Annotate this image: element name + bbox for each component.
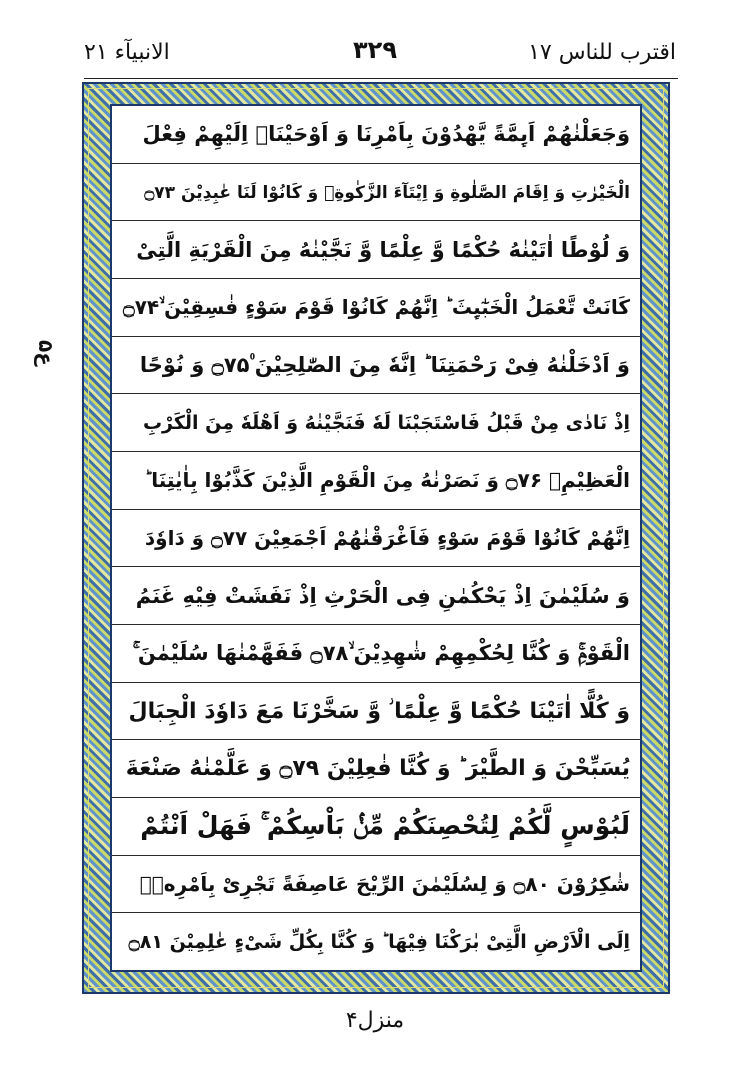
decorative-border: [82, 82, 670, 994]
page-number: ۳۲۹: [353, 36, 397, 64]
verse-line-15: اِلَى الْاَرْضِ الَّتِیْ بٰرَكْنَا فِيْهَا ؕ وَ كُنَّا بِكُلِّ شَیْءٍ عٰلِمِيْنَ ۝۸۱: [128, 930, 630, 953]
header-rule: [84, 78, 678, 79]
verse-line-8: اِنَّهُمْ كَانُوْا قَوْمَ سَوْءٍ فَاَغْرَقْنٰهُمْ اَجْمَعِيْنَ ۝۷۷ وَ دَاوٗدَ: [112, 510, 640, 568]
verse-line-5: وَ اَدْخَلْنٰهُ فِیْ رَحْمَتِنَا ؕ اِنَّهٗ مِنَ الصّٰلِحِيْنَ ۠۝۷۵ وَ نُوْحًا: [112, 337, 640, 395]
verse-line-7: الْعَظِيْمِۚ ۝۷۶ وَ نَصَرْنٰهُ مِنَ الْقَوْمِ الَّذِيْنَ كَذَّبُوْا بِاٰيٰتِنَا ؕ: [112, 452, 640, 510]
verse-line-13: لَبُوْسٍ لَّكُمْ لِتُحْصِنَكُمْ مِّنْۢ بَاْسِكُمْ ۚ فَهَلْ اَنْتُمْ: [112, 798, 640, 856]
verse-line-9: وَ سُلَيْمٰنَ اِذْ يَحْكُمٰنِ فِی الْحَرْثِ اِذْ نَفَشَتْ فِيْهِ غَنَمُ: [112, 567, 640, 625]
ruku-marker: ع۵: [34, 340, 58, 366]
surah-name: الانبیآء ۲۱: [84, 40, 170, 65]
verse-line-14: شٰكِرُوْنَ ۝۸۰ وَ لِسُلَيْمٰنَ الرِّيْحَ عَاصِفَةً تَجْرِیْ بِاَمْرِهٖۤ: [112, 856, 640, 914]
verse-line-4: كَانَتْ تَّعْمَلُ الْخَبٰٓىِٕثَ ؕ اِنَّهُمْ كَانُوْا قَوْمَ سَوْءٍ فٰسِقِيْنَ ۙ۝۷۴: [112, 279, 640, 337]
verse-line-2: الْخَيْرٰتِ وَ اِقَامَ الصَّلٰوةِ وَ اِيْتَآءَ الزَّكٰوةِۚ وَ كَانُوْا لَنَا عٰبِدِيْنَ ۝۷۳: [112, 164, 640, 222]
page-header: [0, 0, 750, 84]
verse-line-12: يُسَبِّحْنَ وَ الطَّيْرَ ؕ وَ كُنَّا فٰعِلِيْنَ ۝۷۹ وَ عَلَّمْنٰهُ صَنْعَةَ: [112, 740, 640, 798]
verse-line-11: وَ كُلًّا اٰتَيْنَا حُكْمًا وَّ عِلْمًا ؗ وَّ سَخَّرْنَا مَعَ دَاوٗدَ الْجِبَالَ: [112, 683, 640, 741]
verse-line-10: الْقَوْمِۚ وَ كُنَّا لِحُكْمِهِمْ شٰهِدِيْنَ ۙ۝۷۸ فَفَهَّمْنٰهَا سُلَيْمٰنَ ۚ: [112, 625, 640, 683]
verse-line-3: وَ لُوْطًا اٰتَيْنٰهُ حُكْمًا وَّ عِلْمًا وَّ نَجَّيْنٰهُ مِنَ الْقَرْيَةِ الَّتِیْ: [112, 221, 640, 279]
verse-line-1: وَجَعَلْنٰهُمْ اَىِٕمَّةً يَّهْدُوْنَ بِاَمْرِنَا وَ اَوْحَيْنَاۤ اِلَيْهِمْ فِعْلَ: [112, 106, 640, 164]
manzil-label: منزل۴: [345, 1008, 405, 1033]
text-panel: [110, 104, 642, 972]
verse-line-6: اِذْ نَادٰى مِنْ قَبْلُ فَاسْتَجَبْنَا لَهٗ فَنَجَّيْنٰهُ وَ اَهْلَهٗ مِنَ الْكَرْبِ: [112, 394, 640, 452]
juz-name: اقترب للناس ۱۷: [528, 40, 676, 65]
